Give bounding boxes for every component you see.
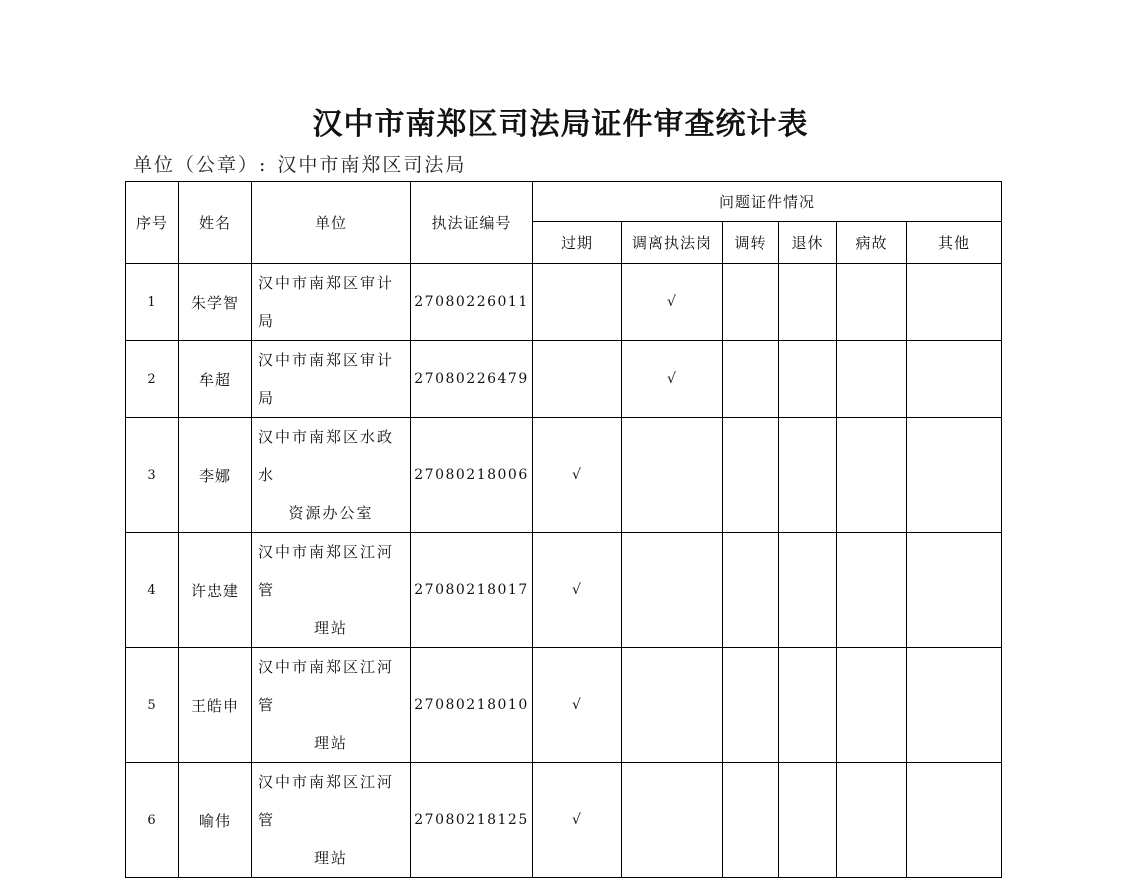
row-unit <box>252 763 411 878</box>
row-transferred-out <box>622 648 723 763</box>
row-unit-line1: 汉中市南郑区水政水 <box>258 428 395 484</box>
row-cert-no: 27080226479 <box>411 341 533 418</box>
row-cert-no: 27080226011 <box>411 264 533 341</box>
row-unit-line1: 汉中市南郑区审计局 <box>258 274 395 330</box>
table-row <box>126 648 1002 763</box>
row-name: 李娜 <box>179 418 252 533</box>
row-unit-line1: 汉中市南郑区审计局 <box>258 351 395 407</box>
row-unit <box>252 264 411 341</box>
row-reassigned <box>723 341 779 418</box>
row-deceased <box>837 648 907 763</box>
row-other <box>907 341 1002 418</box>
row-unit-line2: 资源办公室 <box>288 504 374 522</box>
unit-stamp-line <box>133 151 466 179</box>
row-name: 喻伟 <box>179 763 252 878</box>
header-cert-no: 执法证编号 <box>411 182 533 264</box>
row-unit-line2: 理站 <box>313 619 348 637</box>
row-retired <box>779 264 837 341</box>
row-retired <box>779 418 837 533</box>
row-unit-line1: 汉中市南郑区江河管 <box>258 658 395 714</box>
row-unit <box>252 648 411 763</box>
table-row <box>126 763 1002 878</box>
row-other <box>907 418 1002 533</box>
row-transferred-out: √ <box>622 341 723 418</box>
row-retired <box>779 533 837 648</box>
row-name: 许忠建 <box>179 533 252 648</box>
table-row <box>126 533 1002 648</box>
row-no: 2 <box>126 341 179 418</box>
row-unit <box>252 341 411 418</box>
row-reassigned <box>723 763 779 878</box>
row-other <box>907 763 1002 878</box>
row-other <box>907 648 1002 763</box>
row-reassigned <box>723 533 779 648</box>
header-transferred-out: 调离执法岗 <box>622 222 723 264</box>
row-deceased <box>837 418 907 533</box>
row-name: 牟超 <box>179 341 252 418</box>
row-reassigned <box>723 648 779 763</box>
row-no: 4 <box>126 533 179 648</box>
row-deceased <box>837 264 907 341</box>
header-name: 姓名 <box>179 182 252 264</box>
header-unit: 单位 <box>252 182 411 264</box>
row-unit <box>252 418 411 533</box>
row-expired: √ <box>533 763 622 878</box>
row-reassigned <box>723 264 779 341</box>
row-no: 3 <box>126 418 179 533</box>
unit-stamp-value: 汉中市南郑区司法局 <box>277 154 467 176</box>
row-retired <box>779 341 837 418</box>
row-name: 王皓申 <box>179 648 252 763</box>
header-deceased: 病故 <box>837 222 907 264</box>
table-row <box>126 341 1002 418</box>
row-transferred-out <box>622 533 723 648</box>
row-deceased <box>837 533 907 648</box>
row-no: 1 <box>126 264 179 341</box>
row-transferred-out <box>622 418 723 533</box>
row-deceased <box>837 763 907 878</box>
row-expired <box>533 264 622 341</box>
row-deceased <box>837 341 907 418</box>
header-retired: 退休 <box>779 222 837 264</box>
header-reassigned: 调转 <box>723 222 779 264</box>
certificate-review-table <box>125 181 1002 878</box>
row-expired <box>533 341 622 418</box>
row-retired <box>779 763 837 878</box>
header-problem-group: 问题证件情况 <box>533 182 1002 222</box>
page-title: 汉中市南郑区司法局证件审查统计表 <box>312 107 809 142</box>
table-row <box>126 264 1002 341</box>
row-transferred-out <box>622 763 723 878</box>
row-transferred-out: √ <box>622 264 723 341</box>
header-no: 序号 <box>126 182 179 264</box>
row-unit-line1: 汉中市南郑区江河管 <box>258 773 395 829</box>
row-expired: √ <box>533 418 622 533</box>
unit-stamp-label: 单位（公章）: <box>133 154 268 176</box>
row-expired: √ <box>533 648 622 763</box>
row-cert-no: 27080218010 <box>411 648 533 763</box>
row-no: 6 <box>126 763 179 878</box>
row-cert-no: 27080218125 <box>411 763 533 878</box>
row-unit-line2: 理站 <box>313 849 348 867</box>
row-expired: √ <box>533 533 622 648</box>
row-other <box>907 264 1002 341</box>
row-reassigned <box>723 418 779 533</box>
table-row <box>126 418 1002 533</box>
row-cert-no: 27080218017 <box>411 533 533 648</box>
row-retired <box>779 648 837 763</box>
row-unit-line1: 汉中市南郑区江河管 <box>258 543 395 599</box>
row-no: 5 <box>126 648 179 763</box>
header-other: 其他 <box>907 222 1002 264</box>
header-expired: 过期 <box>533 222 622 264</box>
row-other <box>907 533 1002 648</box>
row-unit-line2: 理站 <box>313 734 348 752</box>
row-name: 朱学智 <box>179 264 252 341</box>
row-cert-no: 27080218006 <box>411 418 533 533</box>
row-unit <box>252 533 411 648</box>
